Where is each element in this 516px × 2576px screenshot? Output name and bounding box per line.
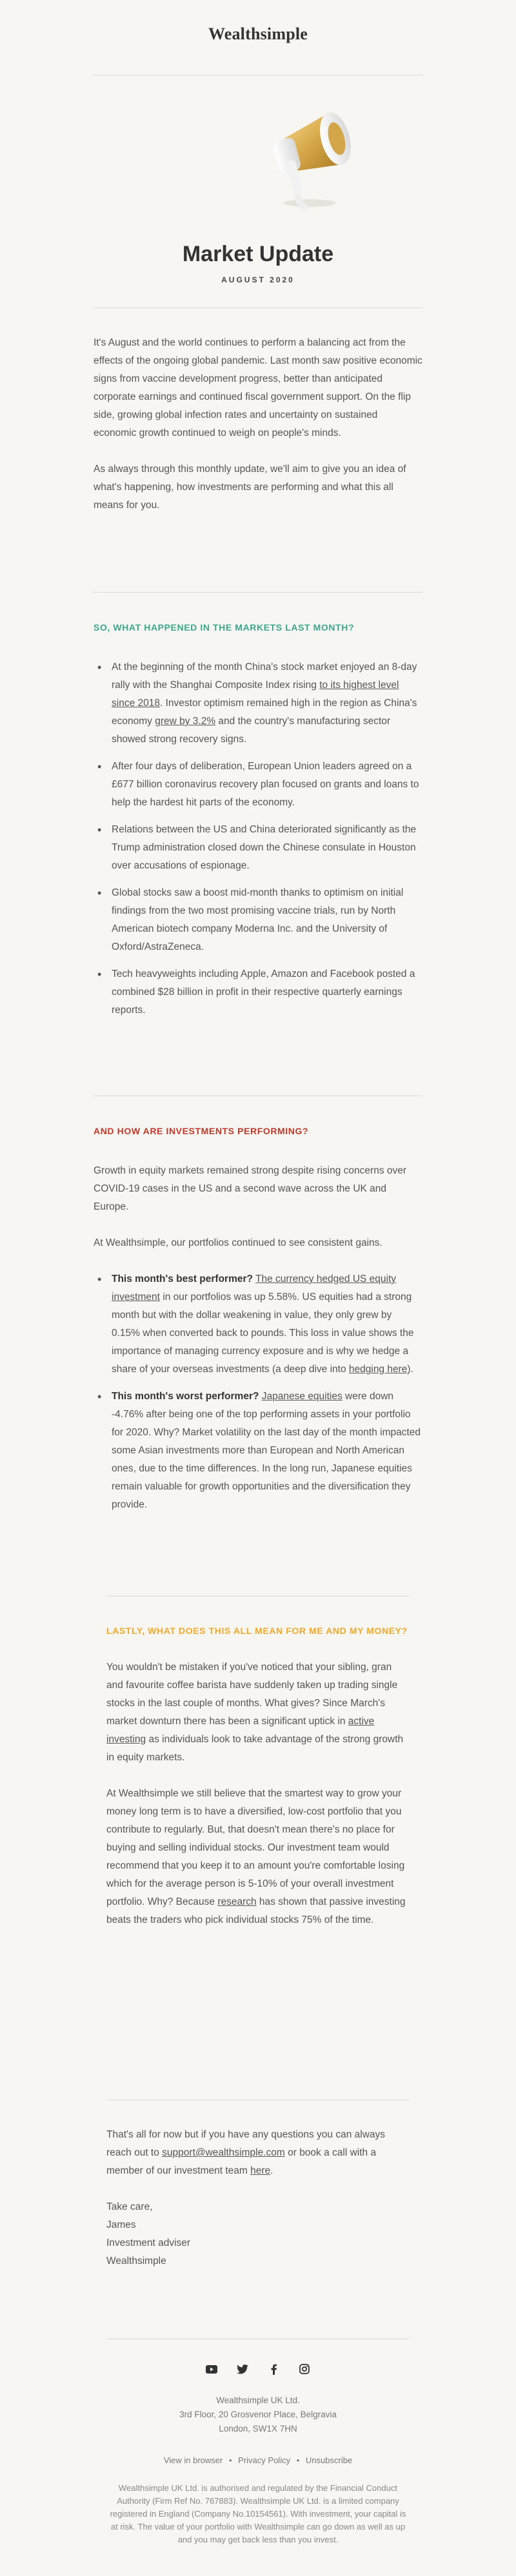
hedging-link[interactable]: hedging here [348, 1364, 408, 1375]
wealthsimple-logo[interactable]: Wealthsimple [208, 25, 308, 43]
paragraph-text: or book a call with a member of our investment team [106, 2147, 377, 2176]
signoff: Take care, [106, 2201, 153, 2212]
social-links [0, 2363, 516, 2375]
section-heading: AND HOW ARE INVESTMENTS PERFORMING? [94, 1126, 309, 1136]
facebook-icon[interactable] [267, 2363, 280, 2375]
youtube-icon[interactable] [205, 2363, 218, 2375]
company-address [0, 2394, 516, 2436]
list-item: • After four days of deliberation, European Union leaders agreed on a £677 billion coronavirus recovery plan focused on grants and loans to help the hardest hit parts of the economy. [94, 758, 422, 812]
intro-paragraph: As always through this monthly update, we'll aim to give you an idea of what's happening, how investments are performing and what this all means for you. [94, 464, 406, 511]
footer-links [0, 2455, 516, 2465]
legal-disclaimer: Wealthsimple UK Ltd. is authorised and regulated by the Financial Conduct Authority (Firm Ref No. 767883). Wealthsimple UK Ltd. is a limited company registered in England (Company No.10154561). With investment, your capital is at risk. The value of your portfolio with Wealthsimple can go down as well as up and you may get back less than you invest. [110, 2483, 406, 2544]
list-item: • Global stocks saw a boost mid-month thanks to optimism on initial findings from the two most promising vaccine trials, run by North American biotech company Moderna Inc. and the University of Oxford/AstraZeneca. [94, 884, 422, 956]
best-performer-item [94, 1270, 422, 1379]
list-item [94, 658, 422, 749]
worst-performer-item [94, 1388, 422, 1514]
list-text: and the country's manufacturing sector showed strong recovery signs. [112, 716, 391, 745]
address-line: 3rd Floor, 20 Grosvenor Place, Belgravia [179, 2410, 337, 2419]
paragraph-text: At Wealthsimple we still believe that the smartest way to grow your money long term is to have a diversified, low-cost portfolio that you contribute to regularly. But, that doesn't mean there's no place for buying and selling individual stocks. Our investment team would recommend that you keep it to an amount you're comfortable losing which for the average person is 5-10% of your overall investment portfolio. Why? Because [106, 1788, 405, 1907]
support-email-link[interactable]: support@wealthsimple.com [162, 2147, 285, 2158]
intro-paragraph: It's August and the world continues to perform a balancing act from the effects of the ongoing global pandemic. Last month saw positive economic signs from vaccine development progress, better than anticipated corporate earnings and continued fiscal government support. On the flip side, growing global infection rates and uncertainty on sustained economic growth continued to weigh on people's minds. [94, 337, 422, 438]
address-line: London, SW1X 7HN [219, 2424, 297, 2433]
separator: • [228, 2455, 232, 2465]
list-text: ). [407, 1364, 413, 1375]
megaphone-icon [258, 93, 361, 216]
meaning-paragraph [106, 1785, 410, 1929]
us-equity-link[interactable]: The currency hedged US equity investment [112, 1273, 397, 1303]
list-item: • Tech heavyweights including Apple, Amazon and Facebook posted a combined $28 billion in profit in their respective quarterly earnings reports. [94, 965, 422, 1019]
china-growth-link[interactable]: grew by 3.2% [155, 716, 216, 727]
paragraph-text: as individuals look to take advantage of the strong growth in equity markets. [106, 1734, 404, 1763]
active-investing-link[interactable]: active investing [106, 1716, 375, 1745]
address-line: Wealthsimple UK Ltd. [216, 2395, 300, 2405]
signer-role: Investment adviser [106, 2237, 191, 2248]
meaning-paragraph [106, 1658, 410, 1767]
paragraph-text: . [270, 2165, 273, 2176]
best-performer-label: This month's best performer? [112, 1273, 253, 1284]
list-text: in our portfolios was up 5.58%. US equities had a strong month but with the dollar weakening in value, they only grew by 0.15% when converted back to pounds. This loss in value shows the importance of managing currency exposure and is why we hedge a share of your overseas investments (a deep dive into [112, 1292, 414, 1375]
instagram-icon[interactable] [298, 2363, 311, 2375]
research-link[interactable]: research [217, 1896, 257, 1907]
list-text: were down -4.76% after being one of the top performing assets in your portfolio for 2020. Why? Market volatility on the last day of the month impacted some Asian investments more than European and North American ones, due to the time differences. In the long run, Japanese equities remain valuable for growth opportunities and the diversification they provide. [112, 1391, 421, 1510]
page-title: Market Update [182, 242, 334, 266]
list-item: • Relations between the US and China deteriorated significantly as the Trump administration closed down the Chinese consulate in Houston over accusations of espionage. [94, 821, 422, 875]
section-heading: LASTLY, WHAT DOES THIS ALL MEAN FOR ME AND MY MONEY? [106, 1626, 408, 1636]
book-call-link[interactable]: here [250, 2165, 271, 2176]
privacy-policy-link[interactable]: Privacy Policy [238, 2455, 291, 2465]
issue-date: AUGUST 2020 [221, 275, 295, 284]
view-in-browser-link[interactable]: View in browser [163, 2455, 223, 2465]
signer-name: James [106, 2219, 136, 2230]
twitter-icon[interactable] [236, 2363, 249, 2375]
list-text: At the beginning of the month China's stock market enjoyed an 8-day rally with the Shanghai Composite Index rising [112, 662, 417, 691]
separator: • [296, 2455, 300, 2465]
hero [94, 75, 422, 308]
intro-section [94, 308, 422, 592]
closing-paragraph [106, 2126, 410, 2180]
investments-paragraph: Growth in equity markets remained strong despite rising concerns over COVID-19 cases in the US and a second wave across the UK and Europe. [94, 1165, 407, 1212]
footer [0, 2339, 516, 2546]
section-heading: SO, WHAT HAPPENED IN THE MARKETS LAST MONTH? [94, 622, 355, 633]
meaning-section [106, 1597, 410, 2099]
unsubscribe-link[interactable]: Unsubscribe [305, 2455, 353, 2465]
signer-company: Wealthsimple [106, 2256, 166, 2266]
paragraph-text: You wouldn't be mistaken if you've noticed that your sibling, gran and favourite coffee barista have suddenly taken up trading single stocks in the last couple of months. What gives? Since March's market downturn there has been a significant uptick in [106, 1662, 398, 1727]
worst-performer-label: This month's worst performer? [112, 1391, 259, 1402]
shanghai-link[interactable]: to its highest level since 2018 [112, 680, 399, 709]
list-text: . Investor optimism remained high in the region as China's economy [112, 698, 417, 727]
markets-section [94, 593, 422, 1096]
investments-section [94, 1096, 422, 1596]
closing-section [106, 2100, 410, 2339]
paragraph-text: That's all for now but if you have any questions you can always reach out to [106, 2129, 386, 2158]
investments-paragraph: At Wealthsimple, our portfolios continued to see consistent gains. [94, 1237, 382, 1248]
japanese-equities-link[interactable]: Japanese equities [261, 1391, 342, 1402]
paragraph-text: has shown that passive investing beats the traders who pick individual stocks 75% of the time. [106, 1896, 406, 1925]
